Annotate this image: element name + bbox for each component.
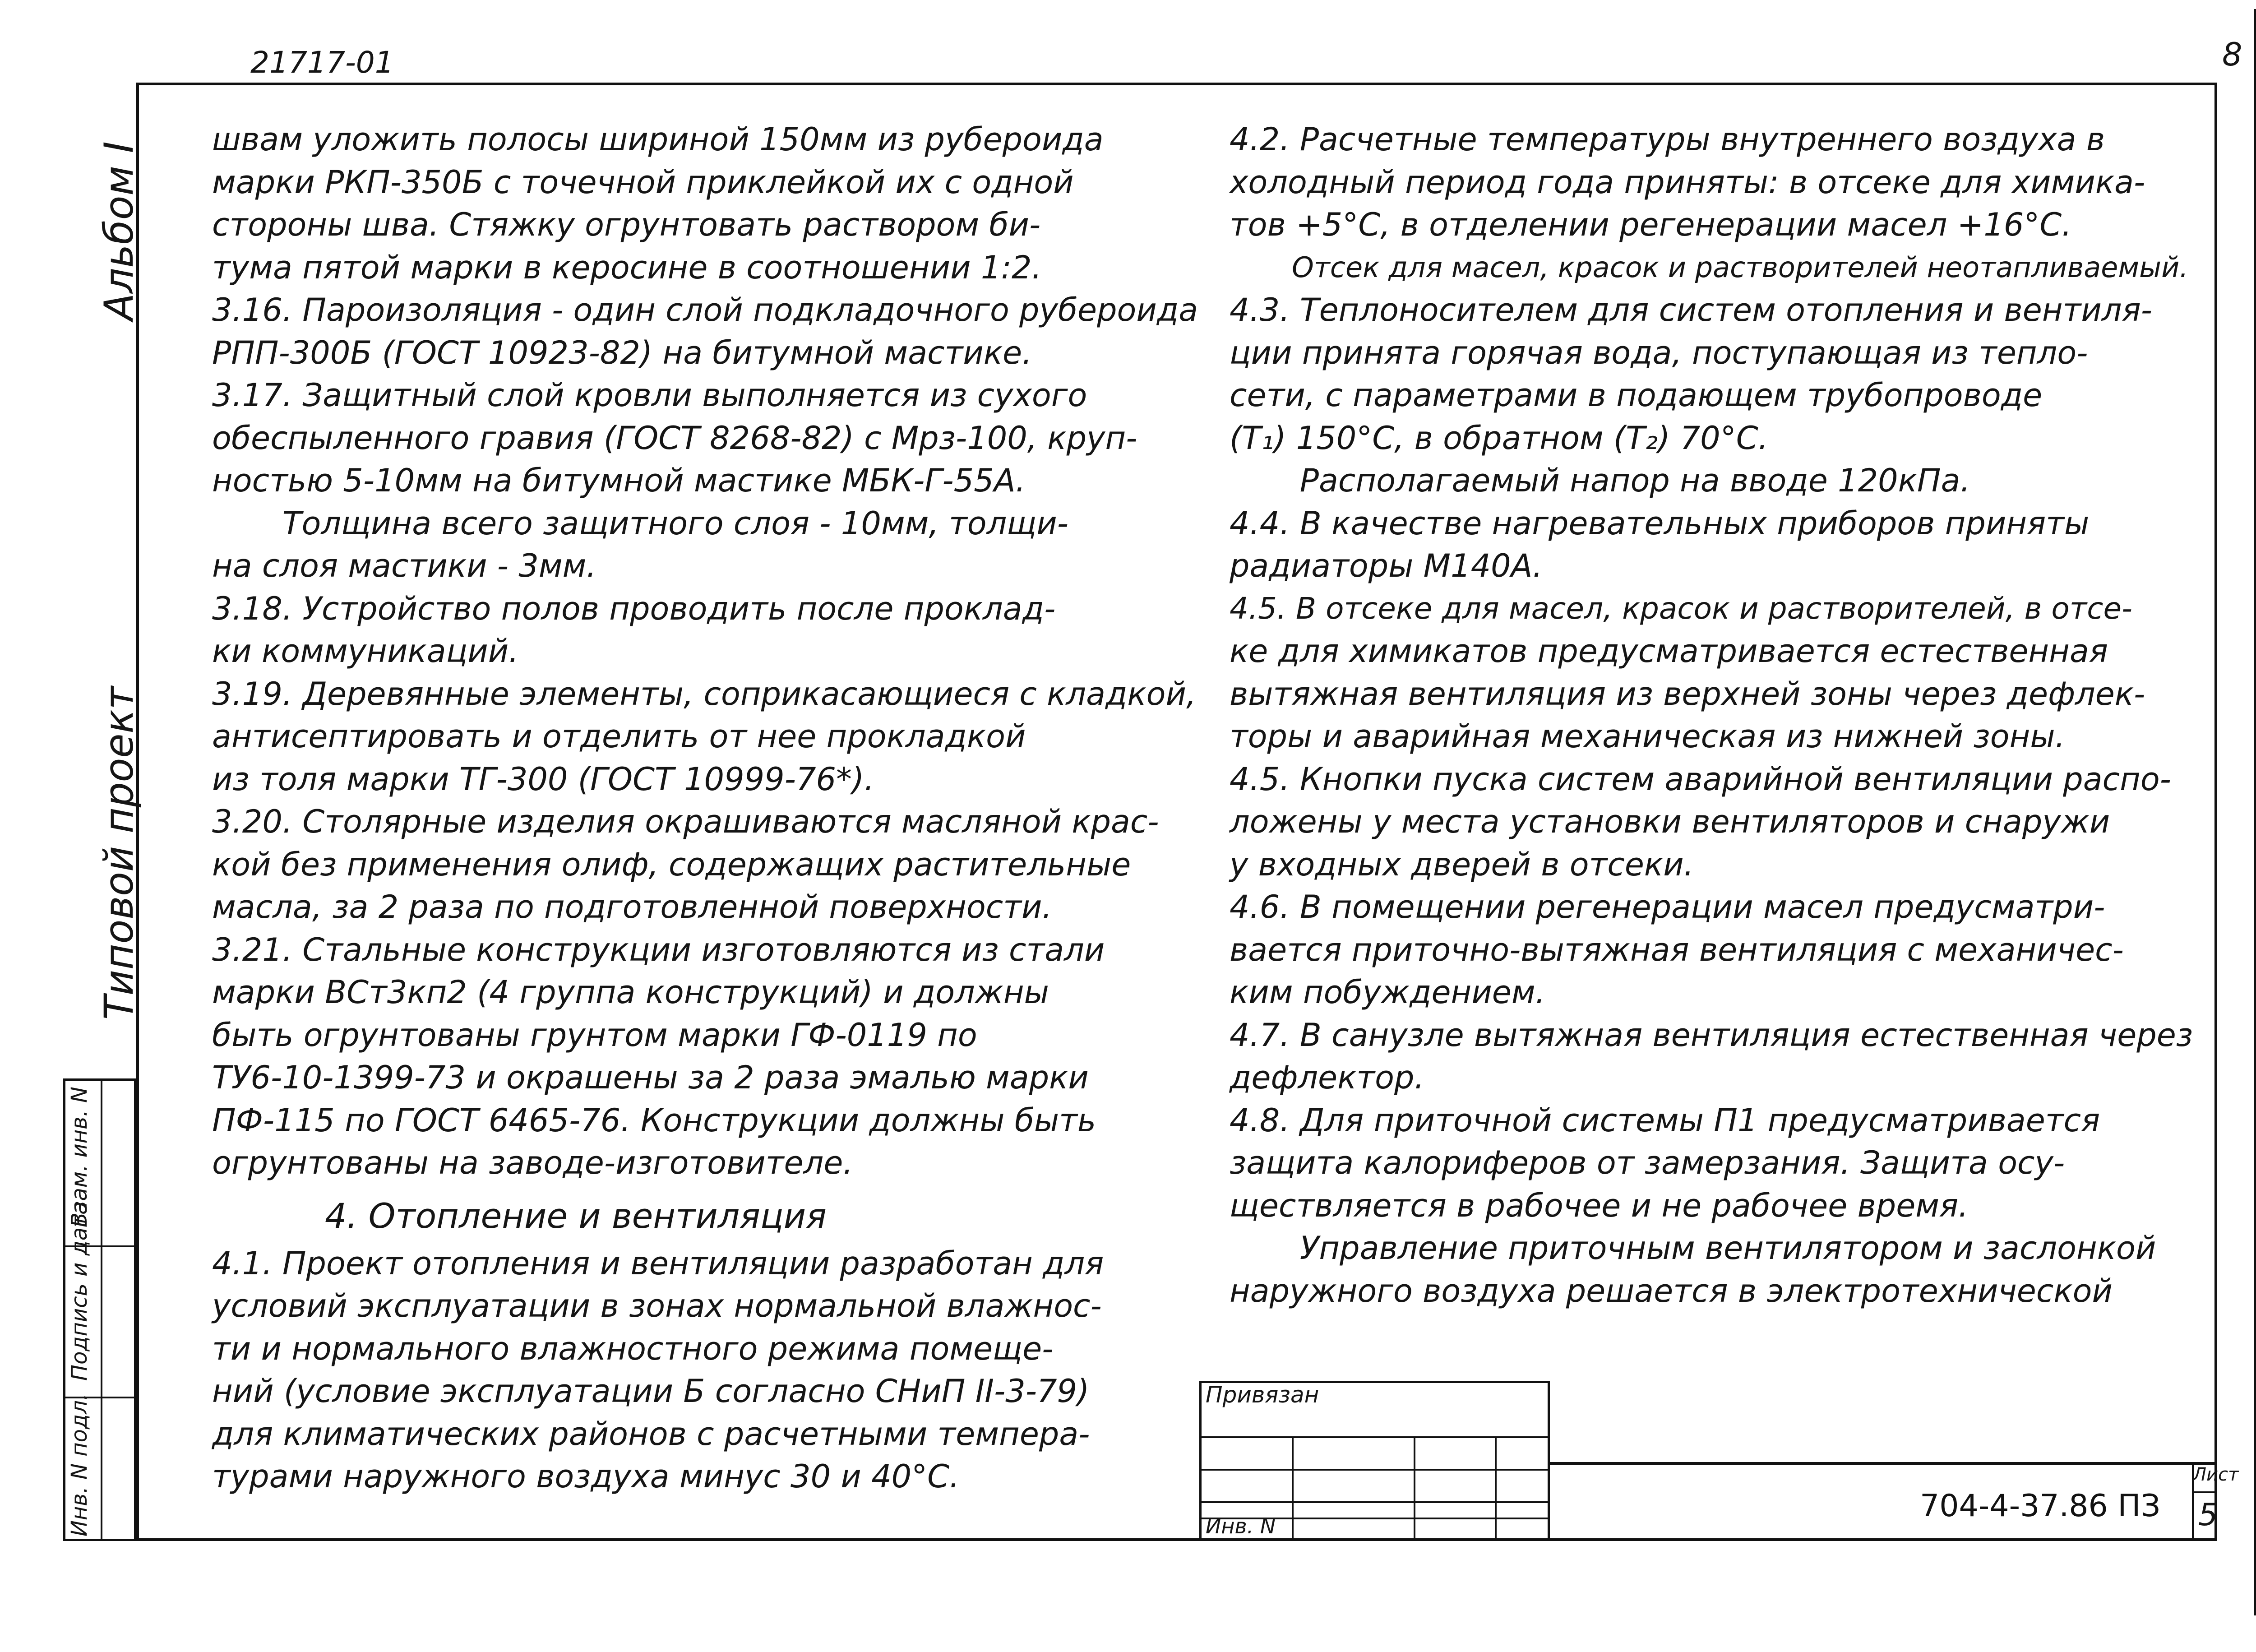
text-line: тов +5°С, в отделении регенерации масел +16°С. (1230, 206, 2072, 243)
text-line: обеспыленного гравия (ГОСТ 8268-82) с Мрз-100, круп- (212, 419, 1137, 457)
text-line: сети, с параметрами в подающем трубопроводе (1230, 377, 2043, 414)
text-line: масла, за 2 раза по подготовленной поверхности. (212, 888, 1052, 925)
text-line: Располагаемый напор на вводе 120кПа. (1230, 462, 1970, 499)
text-line: огрунтованы на заводе-изготовителе. (212, 1144, 853, 1181)
side-label-album: Альбом I (96, 141, 142, 320)
title-block-top-line (1549, 1462, 2217, 1465)
text-line: Толщина всего защитного слоя - 10мм, толщи- (212, 504, 1068, 542)
text-line: 4.6. В помещении регенерации масел предусматри- (1230, 888, 2105, 925)
text-line: 4.7. В санузле вытяжная вентиляция естественная через (1230, 1016, 2193, 1054)
sheet-number: 5 (2198, 1497, 2218, 1533)
side-cell-signature-date: Подпись и дата (67, 1201, 92, 1381)
side-label-project: Типовой проект (96, 686, 142, 1020)
page-number-top: 8 (2222, 36, 2242, 73)
document-code-top: 21717-01 (250, 45, 394, 80)
top-right-divider (2254, 9, 2256, 1615)
text-line: марки ВСт3кп2 (4 группа конструкций) и должны (212, 974, 1049, 1011)
text-line: 4.8. Для приточной системы П1 предусматривается (1230, 1101, 2100, 1139)
text-line: ции принята горячая вода, поступающая из тепло- (1230, 334, 2088, 371)
text-line: у входных дверей в отсеки. (1230, 846, 1694, 883)
text-line: торы и аварийная механическая из нижней зоны. (1230, 718, 2065, 755)
text-line: защита калориферов от замерзания. Защита осу- (1230, 1144, 2065, 1181)
left-text-column (212, 118, 1232, 1498)
text-line: антисептировать и отделить от нее прокладкой (212, 718, 1026, 755)
text-line: быть огрунтованы грунтом марки ГФ-0119 по (212, 1016, 977, 1054)
side-cell-inv-podl: Инв. N подл. (67, 1393, 92, 1536)
text-line: 4.5. В отсеке для масел, красок и растворителей, в отсе- (1230, 591, 2132, 626)
text-line: марки РКП-350Б с точечной приклейкой их с одной (212, 163, 1074, 201)
text-line: тума пятой марки в керосине в соотношении 1:2. (212, 249, 1042, 286)
side-cell-vzam-inv: Взам. инв. N (67, 1087, 92, 1227)
text-line: кой без применения олиф, содержащих растительные (212, 846, 1131, 883)
text-line: ТУ6-10-1399-73 и окрашены за 2 раза эмалью марки (212, 1059, 1089, 1096)
text-line: ний (условие эксплуатации Б согласно СНиП II-3-79) (212, 1373, 1090, 1410)
text-line: 4.1. Проект отопления и вентиляции разработан для (212, 1245, 1104, 1282)
text-line: для климатических районов с расчетными темпера- (212, 1415, 1090, 1453)
text-line: радиаторы М140А. (1230, 547, 1543, 584)
text-line: 3.19. Деревянные элементы, соприкасающиеся с кладкой, (212, 675, 1197, 713)
text-line: условий эксплуатации в зонах нормальной влажнос- (212, 1287, 1102, 1324)
text-line: холодный период года приняты: в отсеке для химика- (1230, 163, 2145, 201)
text-line: вается приточно-вытяжная вентиляция с механичес- (1230, 931, 2124, 968)
text-line: 3.17. Защитный слой кровли выполняется из сухого (212, 377, 1087, 414)
inv-number-label: Инв. N (1206, 1514, 1276, 1538)
text-line: 4.3. Теплоносителем для систем отопления и вентиля- (1230, 292, 2152, 329)
text-line: 3.21. Стальные конструкции изготовляются из стали (212, 931, 1105, 968)
privyazan-label: Привязан (1206, 1382, 1319, 1408)
text-line: 3.16. Пароизоляция - один слой подкладочного рубероида (212, 292, 1198, 329)
text-line: ки коммуникаций. (212, 633, 519, 670)
text-line: ложены у места установки вентиляторов и снаружи (1230, 803, 2110, 840)
text-line: стороны шва. Стяжку огрунтовать раствором би- (212, 206, 1041, 243)
text-line: РПП-300Б (ГОСТ 10923-82) на битумной мастике. (212, 334, 1032, 371)
text-line: турами наружного воздуха минус 30 и 40°С. (212, 1458, 960, 1495)
text-line: 3.20. Столярные изделия окрашиваются масляной крас- (212, 803, 1159, 840)
right-text-column (1230, 118, 2249, 1312)
text-line: 4.4. В качестве нагревательных приборов приняты (1230, 504, 2090, 542)
document-code: 704-4-37.86 ПЗ (1920, 1488, 2161, 1524)
text-line: ностью 5-10мм на битумной мастике МБК-Г-55А. (212, 462, 1026, 499)
text-line: из толя марки ТГ-300 (ГОСТ 10999-76*). (212, 760, 874, 798)
text-line: ществляется в рабочее и не рабочее время. (1230, 1187, 1969, 1224)
sheet-label: Лист (2193, 1464, 2239, 1485)
text-line: ПФ-115 по ГОСТ 6465-76. Конструкции должны быть (212, 1101, 1096, 1139)
text-line: вытяжная вентиляция из верхней зоны через дефлек- (1230, 675, 2145, 713)
text-line: Отсек для масел, красок и растворителей неотапливаемый. (1230, 250, 2189, 284)
text-line: 3.18. Устройство полов проводить после проклад- (212, 590, 1056, 627)
text-line: ким побуждением. (1230, 974, 1545, 1011)
text-line: швам уложить полосы шириной 150мм из рубероида (212, 121, 1104, 158)
text-line: ти и нормального влажностного режима помеще- (212, 1330, 1054, 1367)
text-line: дефлектор. (1230, 1059, 1424, 1096)
text-line: 4.2. Расчетные температуры внутреннего воздуха в (1230, 121, 2105, 158)
text-line: 4.5. Кнопки пуска систем аварийной вентиляции распо- (1230, 760, 2171, 798)
text-line: Управление приточным вентилятором и заслонкой (1230, 1230, 2156, 1267)
section-heading: 4. Отопление и вентиляция (325, 1195, 827, 1236)
text-line: (Т₁) 150°С, в обратном (Т₂) 70°С. (1230, 419, 1768, 457)
text-line: ке для химикатов предусматривается естественная (1230, 633, 2108, 670)
text-line: наружного воздуха решается в электротехнической (1230, 1272, 2113, 1310)
text-line: на слоя мастики - 3мм. (212, 547, 596, 584)
